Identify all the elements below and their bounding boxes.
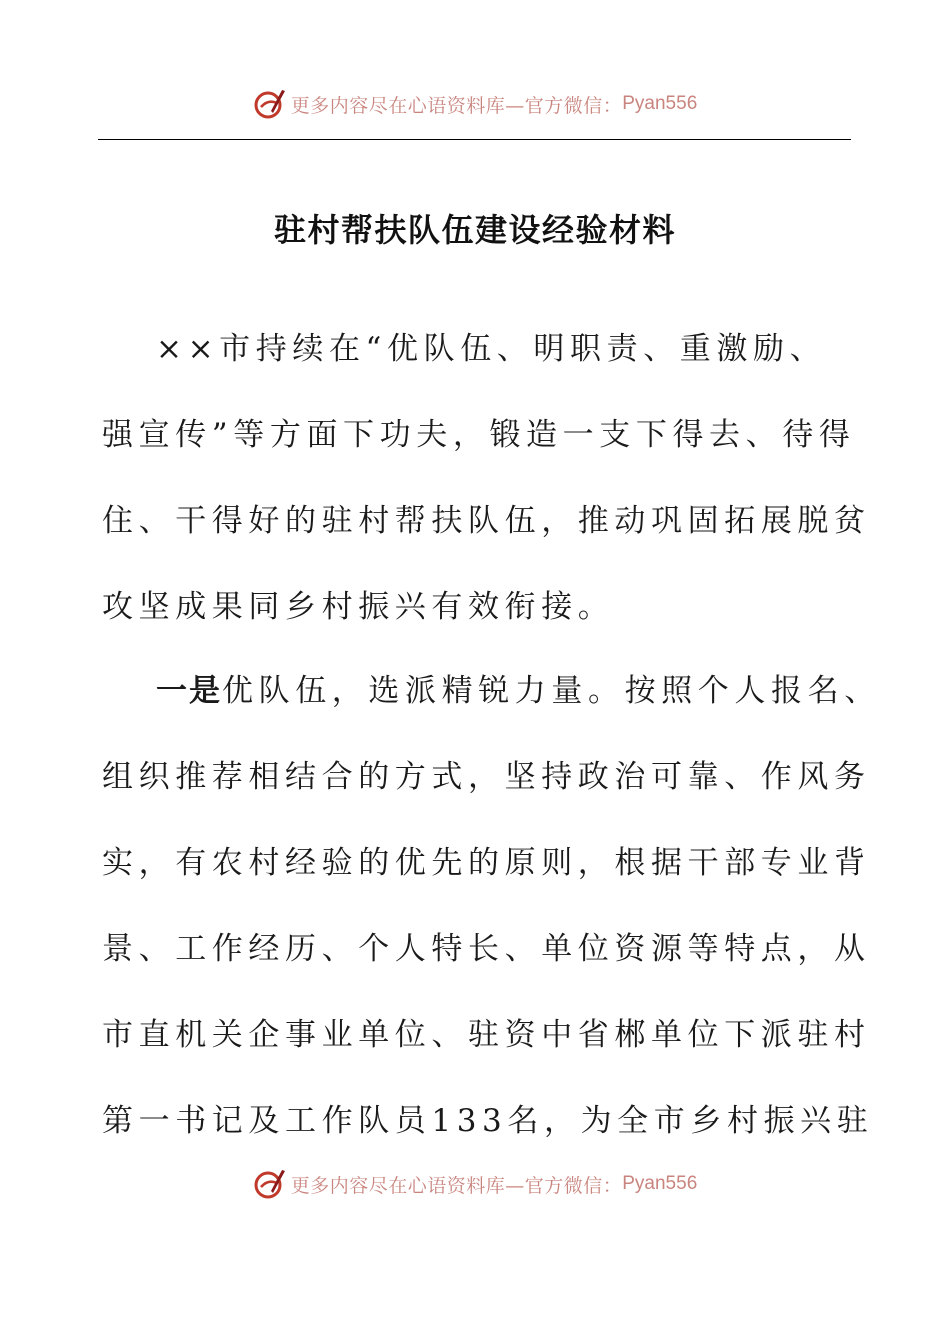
header-divider	[98, 139, 851, 140]
paragraph-intro	[102, 306, 871, 650]
watermark-text: 更多内容尽在心语资料库—官方微信：	[290, 94, 623, 117]
text-line: 市直机关企事业单位、驻资中省郴单位下派驻村	[102, 1017, 871, 1053]
pen-logo-icon	[253, 87, 287, 121]
text-line: 景、工作经历、个人特长、单位资源等特点，从	[102, 931, 871, 967]
watermark-text: 更多内容尽在心语资料库—官方微信：	[290, 1174, 623, 1197]
text-line: 强宣传”等方面下功夫，锻造一支下得去、待得	[102, 417, 856, 453]
text-line: 第一书记及工作队员133名，为全市乡村振兴驻	[102, 1103, 874, 1139]
document-title: 驻村帮扶队伍建设经验材料	[273, 211, 676, 249]
text-line: 组织推荐相结合的方式，坚持政治可靠、作风务	[102, 759, 871, 795]
watermark-wechat-id: Pyan556	[622, 1173, 698, 1194]
text-line: 攻坚成果同乡村振兴有效衔接。	[102, 589, 615, 625]
text-line: ××市持续在“优队伍、明职责、重激励、	[156, 331, 827, 367]
pen-logo-icon	[253, 1167, 287, 1201]
footer-watermark	[0, 1164, 950, 1204]
paragraph-lead: 一是	[156, 673, 222, 709]
text-line: 住、干得好的驻村帮扶队伍，推动巩固拓展脱贫	[102, 503, 871, 539]
watermark-wechat-id: Pyan556	[622, 93, 698, 114]
text-line: 实，有农村经验的优先的原则，根据干部专业背	[102, 845, 871, 881]
text-line-rest: 优队伍，选派精锐力量。按照个人报名、	[222, 673, 881, 709]
header-watermark	[0, 84, 950, 124]
text-line	[102, 648, 881, 734]
paragraph-point-one	[102, 648, 881, 1164]
